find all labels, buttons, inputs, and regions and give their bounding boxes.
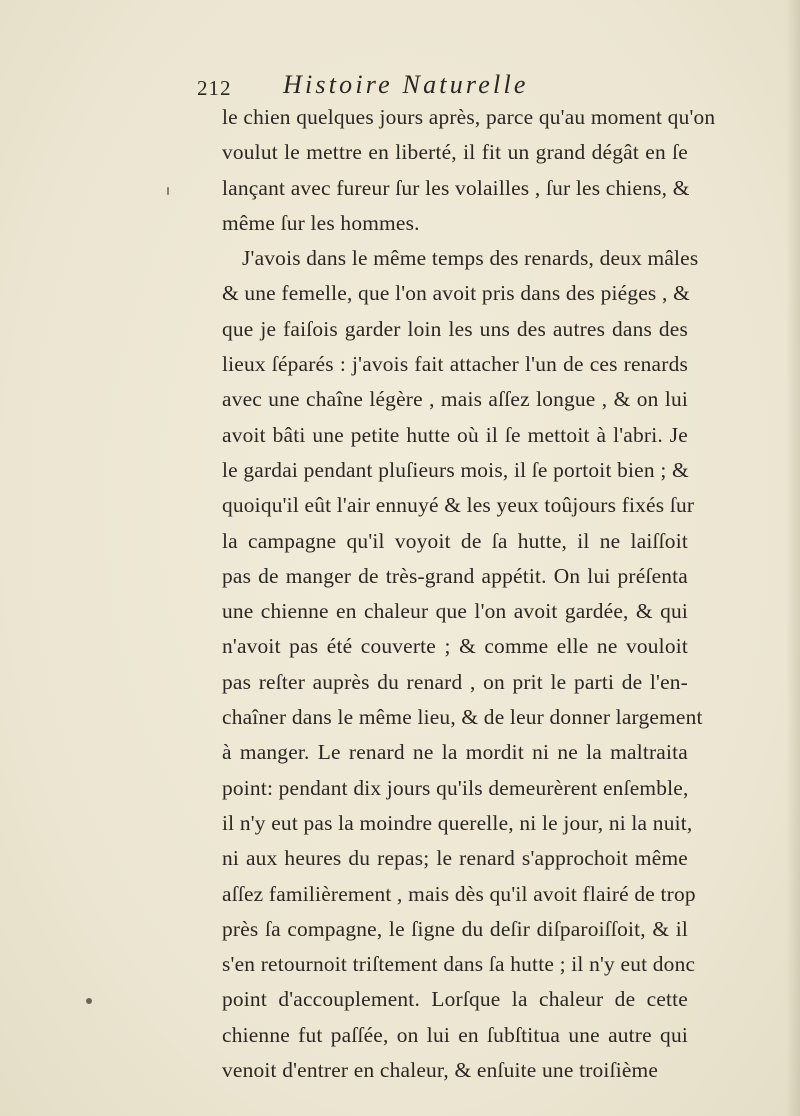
- text-line: une chienne en chaleur que l'on avoit gardée, & qui: [222, 599, 688, 624]
- text-line: lançant avec fureur ſur les volailles , ſur les chiens, &: [222, 175, 690, 200]
- text-line: pas reſter auprès du renard , on prit le parti de l'en-: [222, 669, 688, 694]
- text-line: à manger. Le renard ne la mordit ni ne la maltraita: [222, 740, 688, 765]
- text-line: J'avois dans le même temps des renards, deux mâles: [242, 246, 699, 271]
- text-line: voulut le mettre en liberté, il fit un grand dégât en ſe: [222, 140, 688, 165]
- text-line: avoit bâti une petite hutte où il ſe mettoit à l'abri. Je: [222, 422, 688, 447]
- page-header: [197, 70, 617, 104]
- text-line: pas de manger de très-grand appétit. On lui préſenta: [222, 563, 688, 588]
- text-line: & une femelle, que l'on avoit pris dans des piéges , &: [222, 281, 690, 306]
- text-line: avec une chaîne légère , mais aſſez longue , & on lui: [222, 387, 688, 412]
- text-line: n'avoit pas été couverte ; & comme elle ne vouloit: [222, 634, 688, 659]
- text-line: aſſez familièrement , mais dès qu'il avoit flairé de trop: [222, 881, 696, 906]
- text-line: le chien quelques jours après, parce qu'au moment qu'on: [222, 105, 716, 129]
- body-text: [222, 100, 716, 1088]
- text-line: que je faiſois garder loin les uns des autres dans des: [222, 316, 688, 341]
- text-line: s'en retournoit triſtement dans ſa hutte ; il n'y eut donc: [222, 952, 696, 977]
- text-line: même ſur les hommes.: [222, 210, 420, 235]
- text-line: près ſa compagne, le ſigne du deſir diſparoiſſoit, & il: [222, 916, 688, 941]
- text-line: il n'y eut pas la moindre querelle, ni le jour, ni la nuit,: [222, 810, 693, 835]
- text-line: quoiqu'il eût l'air ennuyé & les yeux toûjours fixés ſur: [222, 493, 695, 518]
- text-line: chienne fut paſſée, on lui en ſubſtitua une autre qui: [222, 1022, 688, 1047]
- text-line: la campagne qu'il voyoit de ſa hutte, il ne laiſſoit: [222, 528, 688, 553]
- text-line: point d'accouplement. Lorſque la chaleur de cette: [222, 987, 688, 1012]
- text-line: point: pendant dix jours qu'ils demeurèrent enſemble,: [222, 775, 689, 800]
- text-line: chaîner dans le même lieu, & de leur donner largement: [222, 705, 703, 730]
- text-line: ni aux heures du repas; le renard s'approchoit même: [222, 846, 688, 871]
- text-line: venoit d'entrer en chaleur, & enſuite une troiſième: [222, 1058, 659, 1083]
- text-line: lieux ſéparés : j'avois fait attacher l'un de ces renards: [222, 352, 688, 377]
- page-edge-shadow: [786, 0, 800, 1116]
- text-line: le gardai pendant pluſieurs mois, il ſe portoit bien ; &: [222, 457, 689, 482]
- running-head: Histoire Naturelle: [283, 70, 529, 99]
- page-number: 212: [197, 76, 232, 100]
- ink-spot: [167, 187, 169, 195]
- ink-spot: [86, 998, 92, 1004]
